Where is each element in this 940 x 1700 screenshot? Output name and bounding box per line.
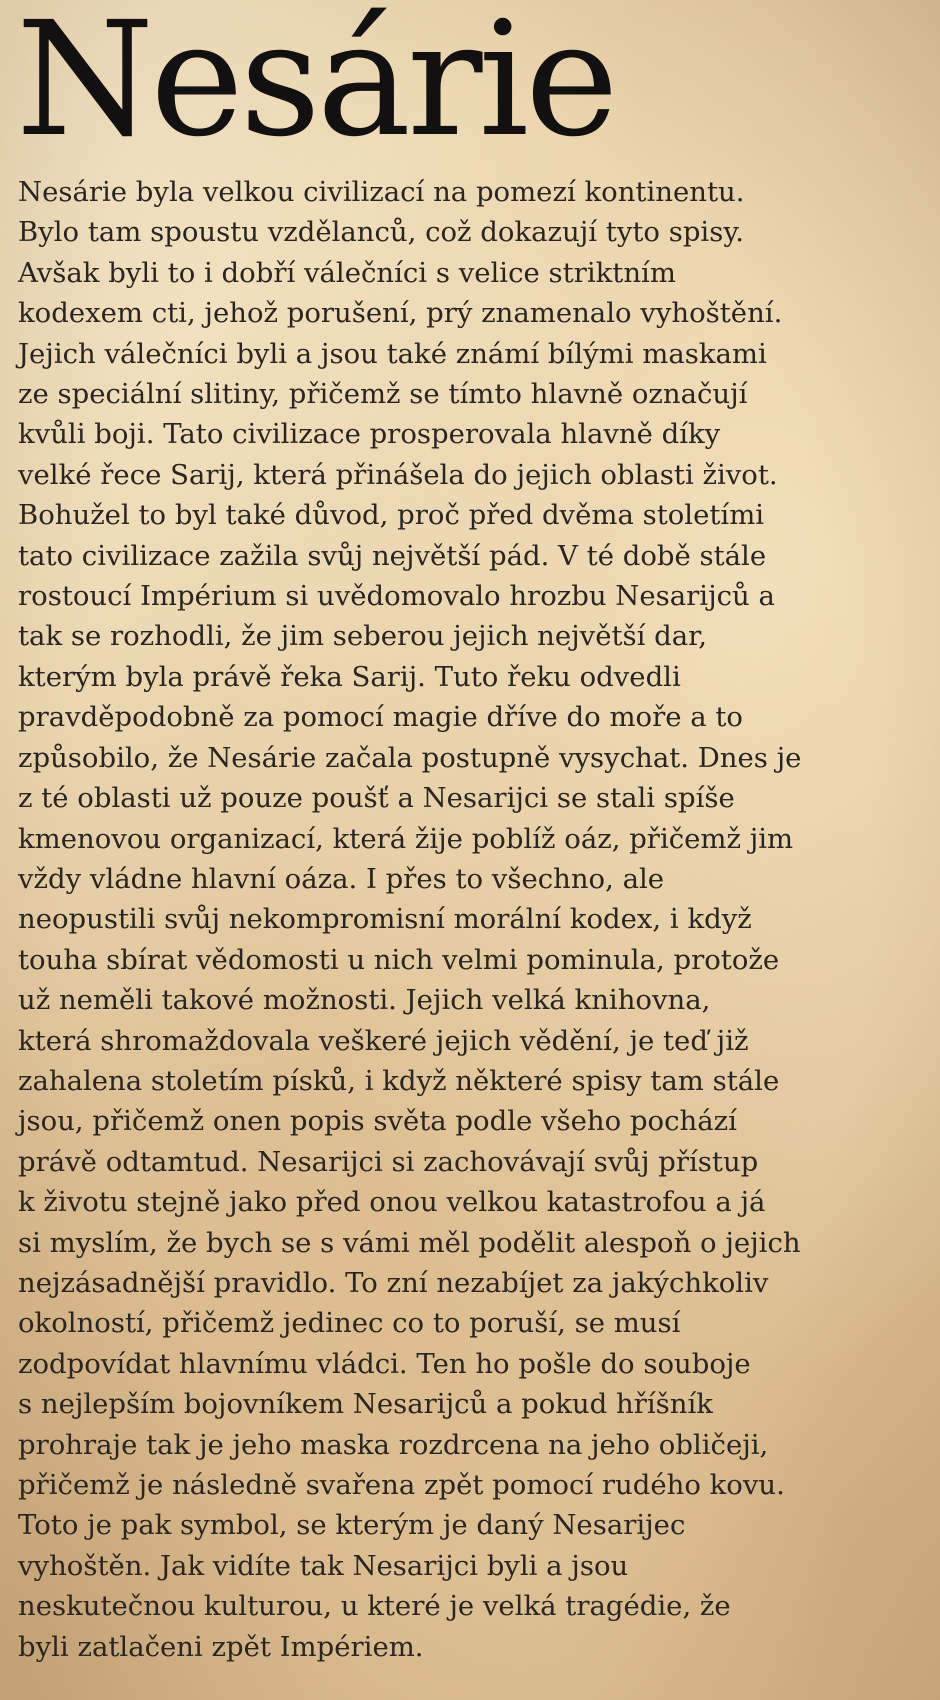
text-line: kvůli boji. Tato civilizace prosperovala hlavně díky xyxy=(18,418,721,451)
text-line: Bylo tam spoustu vzdělanců, což dokazují tyto spisy. xyxy=(18,216,744,249)
text-line: jsou, přičemž onen popis světa podle všeho pochází xyxy=(18,1105,737,1138)
text-line: která shromaždovala veškeré jejich vědění, je teď již xyxy=(18,1024,749,1057)
text-line: zahalena stoletím písků, i když některé spisy tam stále xyxy=(18,1064,780,1097)
text-line: Toto je pak symbol, se kterým je daný Nesarijec xyxy=(18,1509,686,1542)
text-line: Jejich válečníci byli a jsou také známí bílými maskami xyxy=(18,337,767,370)
text-line: pravděpodobně za pomocí magie dříve do moře a to xyxy=(18,701,743,734)
text-line: ze speciální slitiny, přičemž se tímto hlavně označují xyxy=(18,378,748,411)
text-line: velké řece Sarij, která přinášela do jejich oblasti život. xyxy=(18,458,778,491)
text-line: Bohužel to byl také důvod, proč před dvěma stoletími xyxy=(18,499,765,532)
text-line: Avšak byli to i dobří válečníci s velice striktním xyxy=(18,256,676,289)
text-line: vždy vládne hlavní oáza. I přes to všechno, ale xyxy=(18,862,665,895)
text-line: kterým byla právě řeka Sarij. Tuto řeku odvedli xyxy=(18,660,681,693)
text-line: tato civilizace zažila svůj největší pád. V té době stále xyxy=(18,539,767,572)
text-line: touha sbírat vědomosti u nich velmi pominula, protože xyxy=(18,943,780,976)
text-line: si myslím, že bych se s vámi měl podělit alespoň o jejich xyxy=(18,1226,801,1259)
text-line: Nesárie byla velkou civilizací na pomezí kontinentu. xyxy=(18,176,745,208)
text-line: kmenovou organizací, která žije poblíž oáz, přičemž jim xyxy=(18,822,794,855)
text-line: přičemž je následně svařena zpět pomocí rudého kovu. xyxy=(18,1469,785,1501)
text-line: neopustili svůj nekompromisní morální kodex, i když xyxy=(18,903,752,936)
text-line: s nejlepším bojovníkem Nesarijců a pokud hříšník xyxy=(18,1388,713,1421)
text-line: okolností, přičemž jedinec co to poruší, se musí xyxy=(18,1307,681,1340)
text-line: byli zatlačeni zpět Impériem. xyxy=(18,1630,424,1663)
text-line: nejzásadnější pravidlo. To zní nezabíjet za jakýchkoliv xyxy=(18,1266,769,1299)
text-line: zodpovídat hlavnímu vládci. Ten ho pošle do souboje xyxy=(18,1347,751,1380)
text-line: způsobilo, že Nesárie začala postupně vysychat. Dnes je xyxy=(18,741,802,774)
text-line: právě odtamtud. Nesarijci si zachovávají svůj přístup xyxy=(18,1145,759,1178)
text-line: k životu stejně jako před onou velkou katastrofou a já xyxy=(18,1186,766,1219)
page-title: Nesárie xyxy=(16,0,615,172)
text-line: neskutečnou kulturou, u které je velká tragédie, že xyxy=(18,1590,731,1623)
text-line: kodexem cti, jehož porušení, prý znamenalo vyhoštění. xyxy=(18,297,783,330)
text-line: rostoucí Impérium si uvědomovalo hrozbu Nesarijců a xyxy=(18,580,775,613)
text-line: vyhoštěn. Jak vidíte tak Nesarijci byli a jsou xyxy=(18,1549,629,1582)
text-line: už neměli takové možnosti. Jejich velká knihovna, xyxy=(18,984,711,1017)
text-line: z té oblasti už pouze poušť a Nesarijci se stali spíše xyxy=(18,782,735,815)
text-line: prohraje tak je jeho maska rozdrcena na jeho obličeji, xyxy=(18,1428,769,1461)
body-text xyxy=(18,172,933,1667)
text-line: tak se rozhodli, že jim seberou jejich největší dar, xyxy=(18,620,708,653)
